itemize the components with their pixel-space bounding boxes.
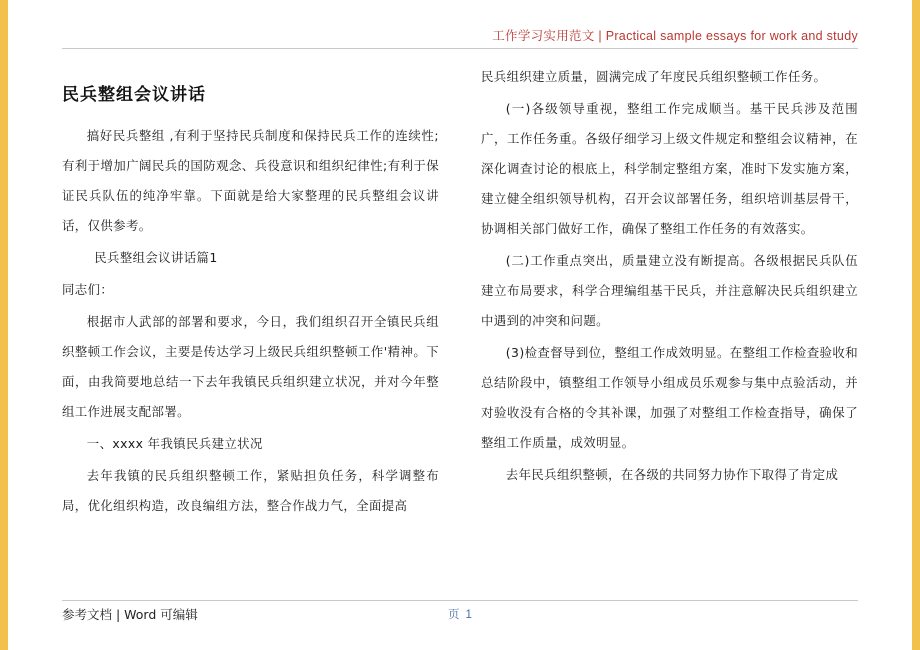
page-footer	[62, 600, 858, 624]
page-number-value: 1	[465, 609, 472, 621]
paragraph: 同志们：	[62, 282, 114, 298]
page-number-label: 页	[448, 609, 460, 621]
paragraph: 民兵组织建立质量，圆满完成了年度民兵组织整顿工作任务。	[481, 69, 827, 84]
paragraph: 民兵整组会议讲话篇1	[94, 250, 218, 266]
document-body	[62, 62, 858, 594]
page-inner	[8, 0, 912, 650]
paragraph: (3)检查督导到位，整组工作成效明显。在整组工作检查验收和总结阶段中，镇整组工作领导小组成员乐观参与集中点验活动，并对验收没有合格的令其补课，加强了对整组工作检查指导，确保了整组工作质量，成效明显。	[481, 345, 858, 451]
paragraph: (一)各级领导重视，整组工作完成顺当。基干民兵涉及范围广，工作任务重。各级仔细学习上级文件规定和整组会议精神，在深化调查讨论的根底上，科学制定整组方案，准时下发实施方案，建立健全组织领导机构，召开会议部署任务，组织培训基层骨干，协调相关部门做好工作，确保了整组工作任务的有效落实。	[481, 101, 858, 237]
page-left-border	[0, 0, 8, 650]
paragraph: 去年民兵组织整顿，在各级的共同努力协作下取得了肯定成	[505, 467, 839, 483]
page-number-indicator	[448, 606, 472, 622]
paragraph: (二)工作重点突出，质量建立没有断提高。各级根据民兵队伍建立布局要求，科学合理编组基干民兵，并注意解决民兵组织建立中遇到的冲突和问题。	[481, 253, 858, 329]
left-column	[62, 62, 439, 594]
header-banner-text: 工作学习实用范文 | Practical sample essays for work and study	[492, 29, 858, 43]
page-title: 民兵整组会议讲话	[62, 85, 206, 105]
paragraph: 根据市人武部的部署和要求，今日，我们组织召开全镇民兵组织整顿工作会议，主要是传达学习上级民兵组织整顿工作'精神。下面，由我简要地总结一下去年我镇民兵组织建立状况，并对今年整组工作进展支配部署。	[62, 314, 439, 420]
page-header	[62, 26, 858, 52]
paragraph: 去年我镇的民兵组织整顿工作，紧贴担负任务，科学调整布局，优化组织构造，改良编组方法，整合作战力气，全面提高	[62, 468, 439, 514]
header-divider	[62, 48, 858, 49]
footer-divider	[62, 600, 858, 601]
paragraph: 一、xxxx 年我镇民兵建立状况	[86, 436, 263, 452]
page-right-border	[912, 0, 920, 650]
paragraph: 搞好民兵整组 ,有利于坚持民兵制度和保持民兵工作的连续性;有利于增加广阔民兵的国防观念、兵役意识和组织纪律性;有利于保证民兵队伍的纯净牢靠。下面就是给大家整理的民兵整组会议讲话，仅供参考。	[62, 128, 439, 234]
right-column	[481, 62, 858, 594]
footer-label: 参考文档 | Word 可编辑	[62, 607, 198, 622]
